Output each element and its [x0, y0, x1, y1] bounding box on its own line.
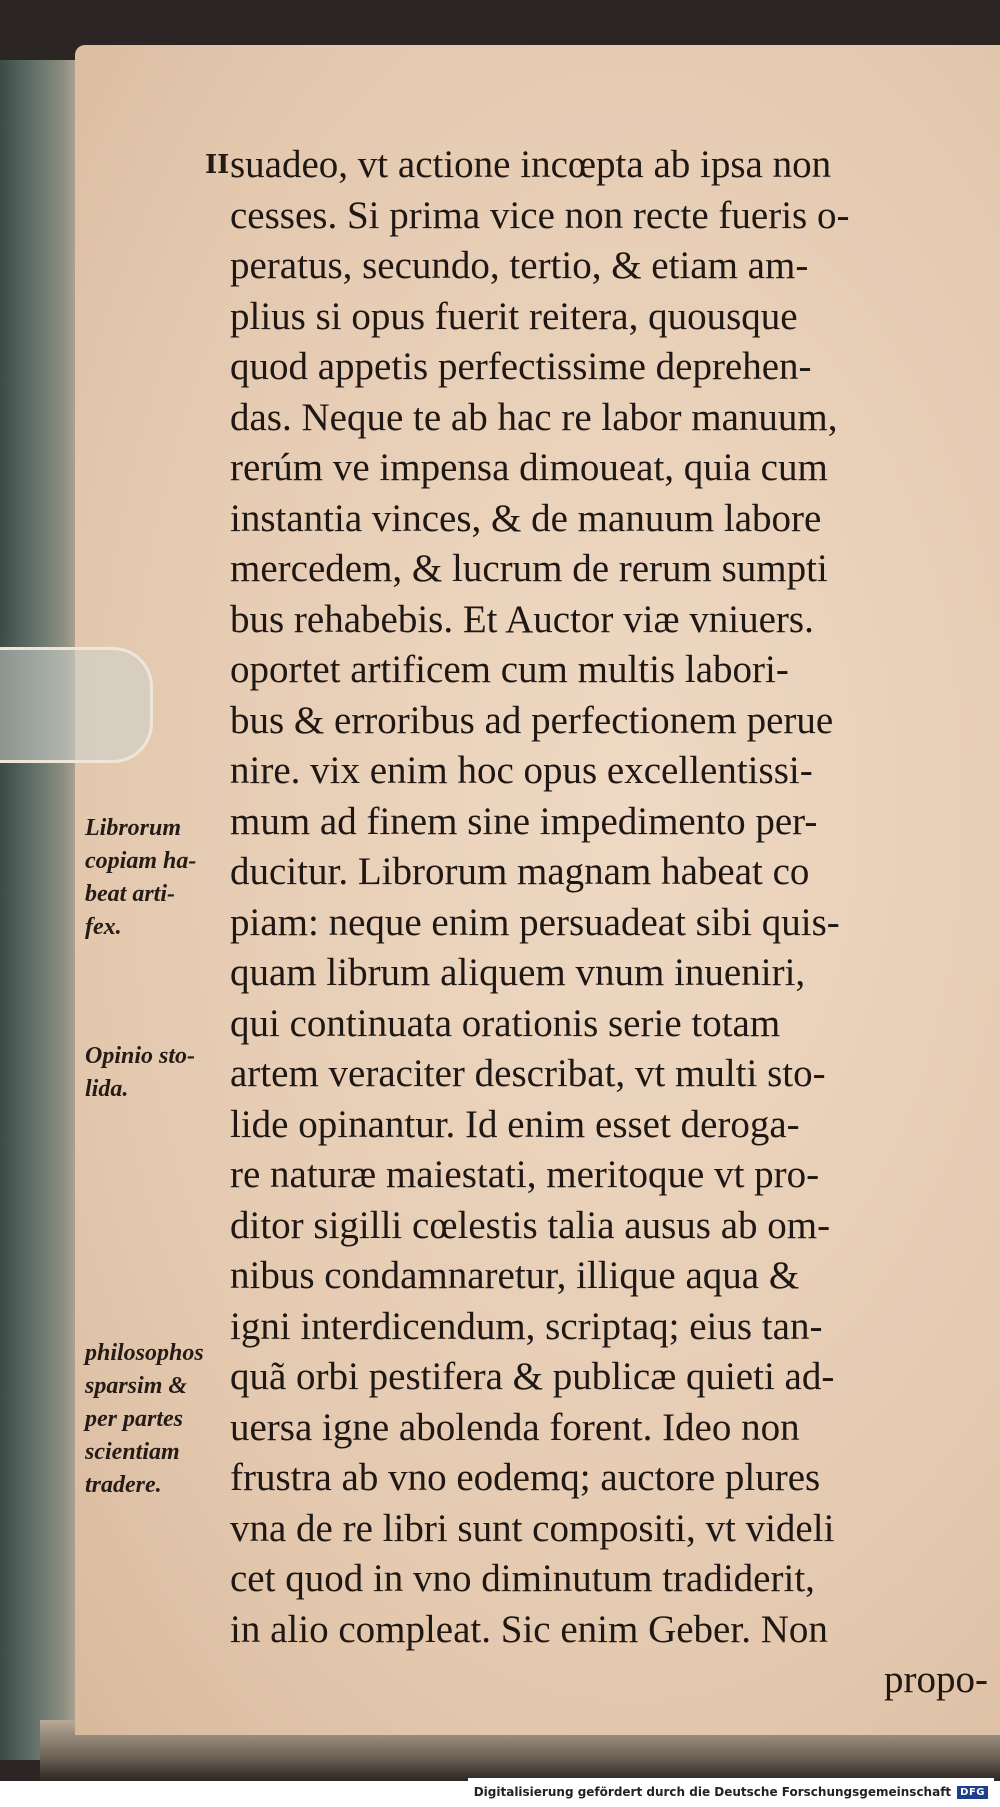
text-line: nibus condamnaretur, illique aqua &: [230, 1254, 800, 1297]
text-line: peratus, secundo, tertio, & etiam am-: [230, 244, 809, 287]
text-line: bus & erroribus ad perfectionem perue: [230, 698, 834, 742]
book-fore-edge: [0, 60, 80, 1760]
text-line: plius si opus fuerit reitera, quousque: [230, 294, 798, 338]
margin-note-line: copiam ha-: [85, 848, 197, 874]
margin-note-line: scientiam: [85, 1439, 180, 1465]
text-line: ducitur. Librorum magnam habeat co: [230, 850, 810, 893]
text-line: das. Neque te ab hac re labor manuum,: [230, 395, 838, 439]
text-line: lide opinantur. Id enim esset deroga-: [230, 1102, 800, 1146]
text-line: suadeo, vt actione incœpta ab ipsa non: [230, 143, 832, 186]
page-folio: II: [205, 150, 230, 180]
text-line: igni interdicendum, scriptaq; eius tan-: [230, 1304, 823, 1348]
margin-note-librorum: [85, 812, 245, 944]
margin-note-line: tradere.: [85, 1472, 162, 1498]
text-line: piam: neque enim persuadeat sibi quis-: [230, 900, 840, 944]
text-line: qui continuata orationis serie totam: [230, 1001, 781, 1045]
text-line: instantia vinces, & de manuum labore: [230, 496, 822, 540]
margin-note-line: Librorum: [85, 815, 182, 841]
credit-text: Digitalisierung gefördert durch die Deutsche Forschungsgemeinschaft: [473, 1785, 952, 1799]
text-line: mum ad finem sine impedimento per-: [230, 799, 818, 843]
text-line: quam librum aliquem vnum inueniri,: [230, 951, 806, 994]
text-line: quã orbi pestifera & publicæ quieti ad-: [230, 1355, 835, 1398]
margin-note-line: Opinio sto-: [85, 1043, 196, 1069]
dfg-logo-icon: DFG: [957, 1786, 988, 1799]
text-line: cesses. Si prima vice non recte fueris o-: [230, 193, 850, 237]
text-line: uersa igne abolenda forent. Ideo non: [230, 1405, 800, 1449]
margin-note-line: lida.: [85, 1076, 129, 1102]
bookmark-clip: [0, 647, 153, 763]
text-line: re naturæ maiestati, meritoque vt pro-: [230, 1153, 820, 1196]
digitization-credit: [468, 1778, 994, 1803]
text-line: bus rehabebis. Et Auctor viæ vniuers.: [230, 597, 814, 641]
margin-note-line: philosophos: [85, 1340, 204, 1366]
text-line: mercedem, & lucrum de rerum sumpti: [230, 547, 828, 590]
text-line: in alio compleat. Sic enim Geber. Non: [230, 1607, 828, 1651]
text-line: cet quod in vno diminutum tradiderit,: [230, 1557, 815, 1600]
margin-note-opinio: [85, 1040, 245, 1106]
page-body-text: [230, 140, 990, 1706]
text-line: oportet artificem cum multis labori-: [230, 648, 789, 691]
catchword: propo-: [884, 1658, 988, 1701]
margin-note-line: sparsim &: [85, 1373, 188, 1399]
margin-note-line: fex.: [85, 914, 122, 940]
text-line: artem veraciter describat, vt multi sto-: [230, 1052, 826, 1095]
text-line: nire. vix enim hoc opus excellentissi-: [230, 749, 813, 792]
margin-note-line: per partes: [85, 1406, 183, 1432]
margin-note-line: beat arti-: [85, 881, 175, 907]
text-line: quod appetis perfectissime deprehen-: [230, 345, 812, 388]
text-line: ditor sigilli cœlestis talia ausus ab om-: [230, 1203, 831, 1247]
margin-note-philosophos: [85, 1337, 245, 1502]
text-line: rerúm ve impensa dimoueat, quia cum: [230, 446, 828, 489]
text-line: frustra ab vno eodemq; auctore plures: [230, 1456, 821, 1499]
text-line: vna de re libri sunt compositi, vt videli: [230, 1506, 835, 1550]
